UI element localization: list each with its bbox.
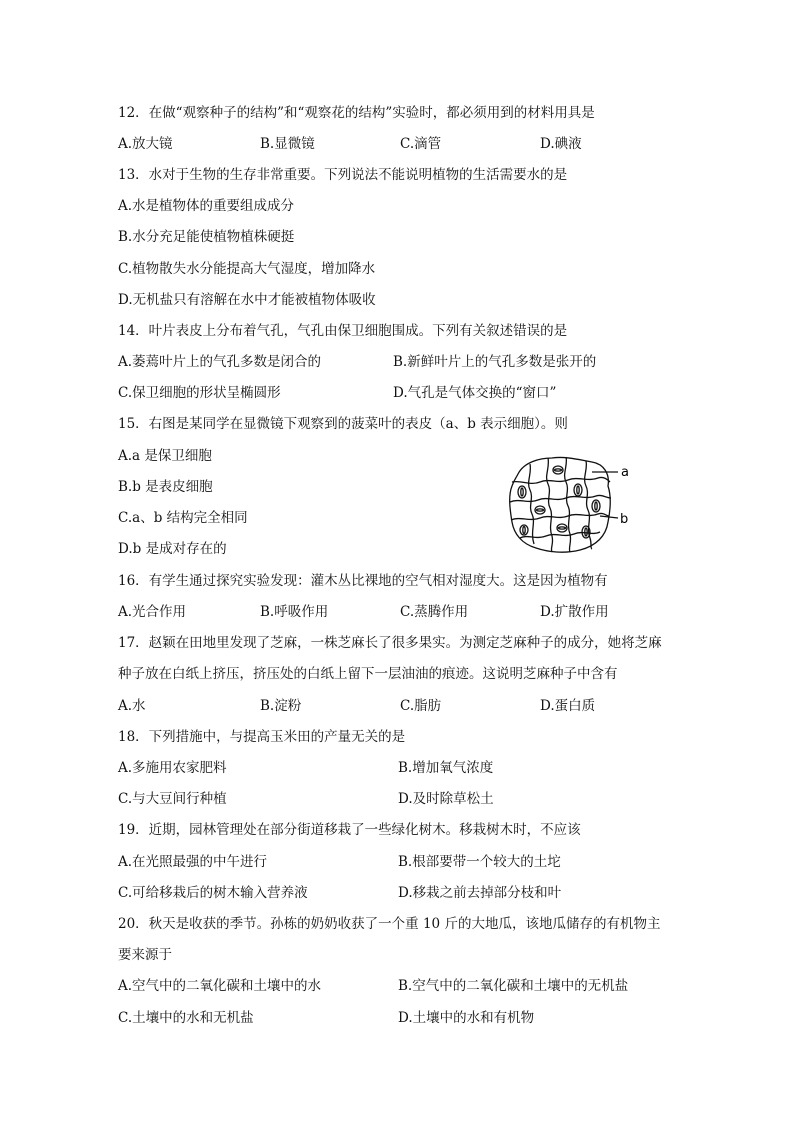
question-13-stem: 13．水对于生物的生存非常重要。下列说法不能说明植物的生活需要水的是	[118, 167, 568, 183]
q18-option-a: A.多施用农家肥料	[118, 760, 227, 776]
q12-option-c: C.滴管	[400, 136, 442, 152]
question-15-stem: 15．右图是某同学在显微镜下观察到的菠菜叶的表皮（a、b 表示细胞）。则	[118, 416, 568, 432]
question-18-stem: 18．下列措施中，与提高玉米田的产量无关的是	[118, 729, 406, 745]
q14-option-c: C.保卫细胞的形状呈椭圆形	[118, 385, 281, 401]
q15-option-d: D.b 是成对存在的	[118, 541, 227, 557]
q13-option-a: A.水是植物体的重要组成成分	[118, 198, 295, 214]
figure-label-b: b	[620, 512, 629, 527]
q19-option-d: D.移栽之前去掉部分枝和叶	[398, 885, 562, 901]
q20-option-c: C.土壤中的水和无机盐	[118, 1010, 254, 1026]
q16-option-d: D.扩散作用	[540, 604, 609, 620]
question-14-stem: 14．叶片表皮上分布着气孔，气孔由保卫细胞围成。下列有关叙述错误的是	[118, 323, 568, 339]
q16-option-c: C.蒸腾作用	[400, 604, 469, 620]
question-19-stem: 19．近期，园林管理处在部分街道移栽了一些绿化树木。移栽树木时，不应该	[118, 822, 581, 838]
q14-option-b: B.新鲜叶片上的气孔多数是张开的	[393, 354, 597, 370]
q18-option-d: D.及时除草松土	[398, 791, 494, 807]
q15-option-b: B.b 是表皮细胞	[118, 479, 213, 495]
q20-option-d: D.土壤中的水和有机物	[398, 1010, 535, 1026]
q12-option-a: A.放大镜	[118, 136, 173, 152]
q19-option-c: C.可给移栽后的树木输入营养液	[118, 885, 308, 901]
q13-option-b: B.水分充足能使植物植株硬挺	[118, 229, 295, 245]
q18-option-c: C.与大豆间行种植	[118, 791, 227, 807]
question-20-stem-line2: 要来源于	[118, 947, 172, 963]
q18-option-b: B.增加氧气浓度	[398, 760, 494, 776]
q17-option-b: B.淀粉	[260, 698, 302, 714]
question-17-stem: 17．赵颖在田地里发现了芝麻，一株芝麻长了很多果实。为测定芝麻种子的成分，她将芝麻	[118, 635, 662, 651]
q17-option-c: C.脂肪	[400, 698, 442, 714]
q17-option-a: A.水	[118, 698, 146, 714]
q13-option-c: C.植物散失水分能提高大气湿度，增加降水	[118, 261, 376, 277]
q16-option-b: B.呼吸作用	[260, 604, 329, 620]
q15-option-c: C.a、b 结构完全相同	[118, 510, 248, 526]
q17-option-d: D.蛋白质	[540, 698, 596, 714]
figure-label-a: a	[621, 465, 629, 480]
leaf-epidermis-figure	[500, 452, 634, 556]
q20-option-b: B.空气中的二氧化碳和土壤中的无机盐	[398, 978, 629, 994]
q16-option-a: A.光合作用	[118, 604, 187, 620]
question-16-stem: 16．有学生通过探究实验发现：灌木丛比裸地的空气相对湿度大。这是因为植物有	[118, 573, 608, 589]
q14-option-a: A.萎蔫叶片上的气孔多数是闭合的	[118, 354, 322, 370]
question-17-stem-line2: 种子放在白纸上挤压，挤压处的白纸上留下一层油油的痕迹。这说明芝麻种子中含有	[118, 666, 618, 682]
q12-option-d: D.碘液	[540, 136, 582, 152]
q15-option-a: A.a 是保卫细胞	[118, 448, 212, 464]
q14-option-d: D.气孔是气体交换的“窗口”	[393, 385, 557, 401]
question-20-stem: 20．秋天是收获的季节。孙栋的奶奶收获了一个重 10 斤的大地瓜，该地瓜储存的有机物主	[118, 916, 661, 932]
q20-option-a: A.空气中的二氧化碳和土壤中的水	[118, 978, 322, 994]
q13-option-d: D.无机盐只有溶解在水中才能被植物体吸收	[118, 292, 376, 308]
q19-option-a: A.在光照最强的中午进行	[118, 854, 268, 870]
question-12-stem: 12．在做“观察种子的结构”和“观察花的结构”实验时，都必须用到的材料用具是	[118, 105, 595, 121]
leaf-epidermis-drawing	[500, 452, 634, 556]
q12-option-b: B.显微镜	[260, 136, 315, 152]
q19-option-b: B.根部要带一个较大的土坨	[398, 854, 561, 870]
